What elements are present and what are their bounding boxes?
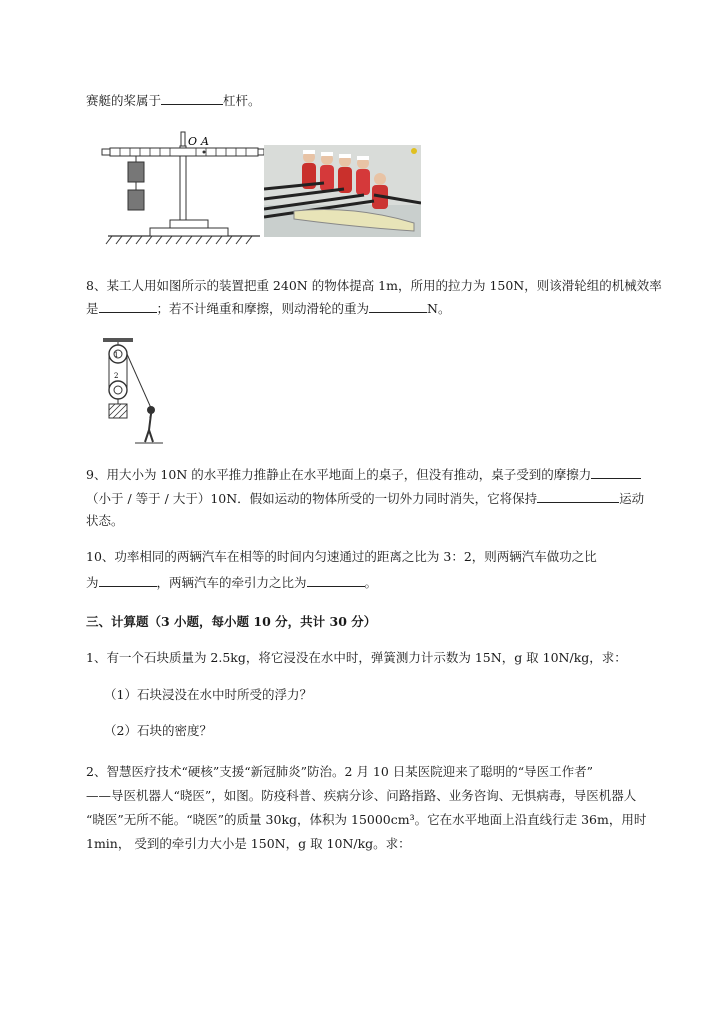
calc-1-sub-1: （1）石块浸没在水中时所受的浮力？ <box>104 687 312 702</box>
pulley-diagram <box>95 336 165 446</box>
question-9-line-3: 状态。 <box>86 513 124 528</box>
answer-blank[interactable] <box>591 466 641 479</box>
calc-2-line-4: 1min， 受到的牵引力大小是 150N，g 取 10N/kg。求： <box>86 836 411 851</box>
answer-blank[interactable] <box>161 92 223 105</box>
calc-2-line-3: “晓医”无所不能。“晓医”的质量 30kg，体积为 15000cm³。它在水平地面上沿直线行走 36m，用时 <box>86 812 647 827</box>
lever-label-o: O <box>188 135 198 148</box>
section-title: 三、计算题（3 小题，每小题 10 分，共计 30 分） <box>86 614 377 629</box>
pulley-label-2: 2 <box>114 372 119 380</box>
answer-blank[interactable] <box>99 300 157 313</box>
question-8-line-1: 8、某工人用如图所示的装置把重 240N 的物体提高 1m，所用的拉力为 150N，则该滑轮组的机械效率 <box>86 278 662 293</box>
lever-diagram <box>100 130 265 250</box>
question-9-line-1: 9、用大小为 10N 的水平推力推静止在水平地面上的桌子，但没有推动，桌子受到的摩擦力 <box>86 466 641 483</box>
answer-blank[interactable] <box>369 300 427 313</box>
question-8-line-2: 是 ；若不计绳重和摩擦，则动滑轮的重为 N。 <box>86 301 451 316</box>
pulley-label-1: 1 <box>114 351 119 359</box>
lever-label-a: A <box>201 135 209 148</box>
answer-blank[interactable] <box>537 490 619 503</box>
question-7-tail: 赛艇的桨属于 杠杆。 <box>86 93 261 108</box>
answer-blank[interactable] <box>307 574 365 587</box>
calc-1-sub-2: （2）石块的密度？ <box>104 723 212 738</box>
rowing-photo <box>264 145 421 237</box>
question-10-line-2: 为 ，两辆汽车的牵引力之比为 。 <box>86 575 378 590</box>
calc-2-line-2: ——导医机器人“晓医”，如图。防疫科普、疾病分诊、问路指路、业务咨询、无惧病毒，导医机器人 <box>86 788 637 803</box>
calc-1-stem: 1、有一个石块质量为 2.5kg，将它浸没在水中时，弹簧测力计示数为 15N，g 取 10N/kg，求： <box>86 650 627 665</box>
answer-blank[interactable] <box>99 574 157 587</box>
question-9-line-2: （小于 / 等于 / 大于）10N．假如运动的物体所受的一切外力同时消失，它将保持 运动 <box>86 491 645 506</box>
question-10-line-1: 10、功率相同的两辆汽车在相等的时间内匀速通过的距离之比为 3：2，则两辆汽车做功之比 <box>86 549 597 564</box>
calc-2-line-1: 2、智慧医疗技术“硬核”支援“新冠肺炎”防治。2 月 10 日某医院迎来了聪明的“导医工作者” <box>86 764 594 779</box>
